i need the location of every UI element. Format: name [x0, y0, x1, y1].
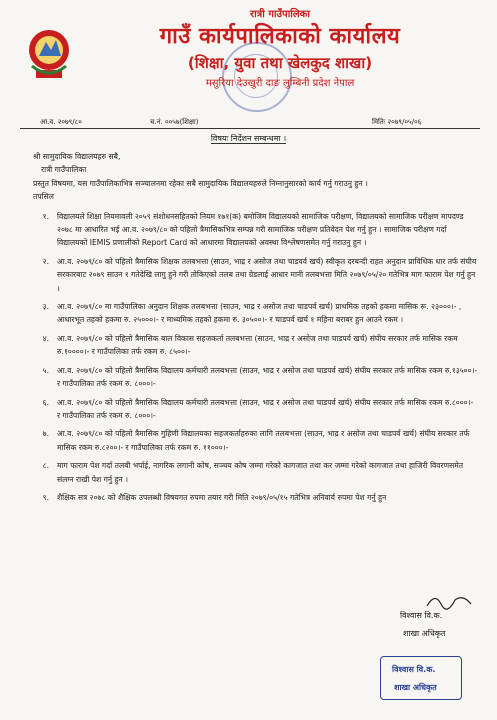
list-item: २. आ.व. २०७९/८० को पहिलो त्रैमासिक शिक्षक तलबभत्ता (साउन, भाद्र र असोज तथा चाडवर्व खर्च) स्वीकृत दरबन्दी राहत अनुदान प्राविधिक धार तर्फ संघीय सरकारबाट २०७९ साउन १ गतेदेखि लागु हुने गरी तोकिएको तलब तथा ग्रेडलाई आधार मानी तलबभत्ता मिति २०७९/०५/२० गतेभित्र माग फाराम पेश गर्नु हुन । — [42, 256, 477, 293]
municipality-name: रात्री गाउँपालिका — [250, 9, 310, 20]
signature-scribble-icon — [425, 590, 475, 612]
list-item: ८. माग फाराम पेश गर्दा तलबी भर्पाई, नागरिक लगानी कोष, सञ्चय कोष जम्मा गरेको कागजात तथा कर जम्मा गरेको कागजात तथा हाजिरी विवरणसमेत संलग्न राखी पेश गर्नु हुन । — [42, 461, 464, 484]
list-item: ५. आ.व. २०७९/८० को पहिलो त्रैमासिक विद्यालय कर्मचारी तलबभत्ता (साउन, भाद्र र असोज तथा चाडपर्व खर्च) संघीय सरकार तर्फ मासिक रकम रु.१३५००।- र गाउँपालिका तर्फ रकम रु. ८०००।- — [42, 365, 478, 389]
list-item: ९. शैक्षिक सत्र २०७८ को शैक्षिक उपलब्धी विषयगत रुपमा तयार गरी मिति २०७९/०५/१५ गतेभित्र अनिवार्य रुपमा पेश गर्नु हुन — [42, 492, 387, 502]
branch-name: (शिक्षा, युवा तथा खेलकुद शाखा) — [187, 54, 373, 72]
nepal-emblem-icon — [26, 26, 72, 82]
stamp-name: विश्वास वि.क. — [392, 665, 436, 674]
addressee-line-1: श्री सामुदायिक विद्यालयहरु सबै, — [33, 152, 121, 161]
header-divider — [20, 128, 480, 129]
intro-paragraph: प्रस्तुत विषयमा, यस गाउँपालिकाभित्र सञ्चालनमा रहेका सबै सामुदायिक विद्यालयहरुले निम्नानुसारको कार्य गर्नु गराउनु हुन । — [33, 178, 368, 188]
dispatch-number: च.नं. ००५७(शिक्षा) — [150, 118, 199, 126]
signatory-name: विश्वास वि.क. — [400, 611, 443, 620]
letter-body — [33, 150, 478, 509]
stamp-title: शाखा अधिकृत — [394, 683, 437, 692]
office-name: गाउँ कार्यपालिकाको कार्यालय — [159, 24, 401, 49]
letter-date: मितिः २०७९/०५/०६ — [372, 118, 422, 126]
list-item: ३. आ.व. २०७९/८० मा गाउँपालिका अनुदान शिक्षक तलबभत्ता (साउन, भाद्र र असोज तथा चाडपर्व खर्च) प्राथमिक तहको हकमा मासिक रू. २३०००।- , आधारभूत तहको हकमा रु. २५०००।- र माध्यमिक तहको हकमा रु. ३०५००।- र चाडपर्व खर्च १ महिना बराबर हुन आउने रकम । — [42, 302, 462, 325]
addressee-line-2: रात्री गाउँपालिका — [41, 165, 87, 175]
signatory-title: शाखा अधिकृत — [403, 629, 446, 638]
fiscal-year: आ.व. २०७९/८० — [40, 118, 82, 126]
list-item: ६. आ.व. २०७९/८० को पहिलो त्रैमासिक विद्यालय कर्मचारी तलबभत्ता (साउन, भाद्र र असोज तथा चाडपर्व खर्च) संघीय सरकार तर्फ मासिक रकम रु.८०००।- र गाउँपालिका तर्फ रकम रु. ८०००।- — [42, 397, 474, 420]
instruction-list — [33, 210, 478, 505]
signature-stamp — [380, 656, 462, 700]
list-item: ७. आ.व. २०७९/८० को पहिलो त्रैमासिक गुहिणी विद्यालयका सहजकर्ताहरुका लागि तलबभत्ता (साउन, भाद्र र असोज तथा चाडपर्व खर्च) संघीय सरकार तर्फ मासिक रकम रु.८२००।- र गाउँपालिका तर्फ रकम रु. ११०००।- — [42, 429, 470, 452]
list-item: ४. आ.व. २०७९/८० को पहिलो त्रैमासिक बाल विकास सहजकर्ता तलबभत्ता (साउन, भाद्र र असोज तथा चाडपर्व खर्च) संघीय सरकार तर्फ मासिक रकम रु.१००००।- र गाउँपालिका तर्फ रकम रु. ८५००।- — [42, 333, 458, 357]
list-item: १. विद्यालयले शिक्षा नियमावली २०५९ संशोधनसहितको नियम १७१(क) बमोजिम विद्यालयको सामाजिक परीक्षण, विद्यालयको सामाजिक परीक्षण मापदण्ड २०७८ मा आधारित भई आ.व. २०७९/८० को पहिलो त्रैमासिकभित्र सम्पन्न गरी सामाजिक परीक्षण प्रतिवेदन पेश गर्नु हुन । सामाजिक परीक्षण गर्दा विद्यालयको IEMIS प्रणालीको Report Card को आधारमा विद्यालयको अवस्था विश्लेषणसमेत गर्नु गराउनु हुन । — [42, 211, 464, 248]
office-address: मसुरिया देउखुरी दाङ लुम्बिनी प्रदेश नेपाल — [205, 78, 355, 89]
intro-label: तपसिल — [33, 192, 54, 202]
letterhead — [90, 8, 470, 92]
letter-subject: विषयः निर्देशन सम्बन्धमा । — [210, 134, 287, 143]
